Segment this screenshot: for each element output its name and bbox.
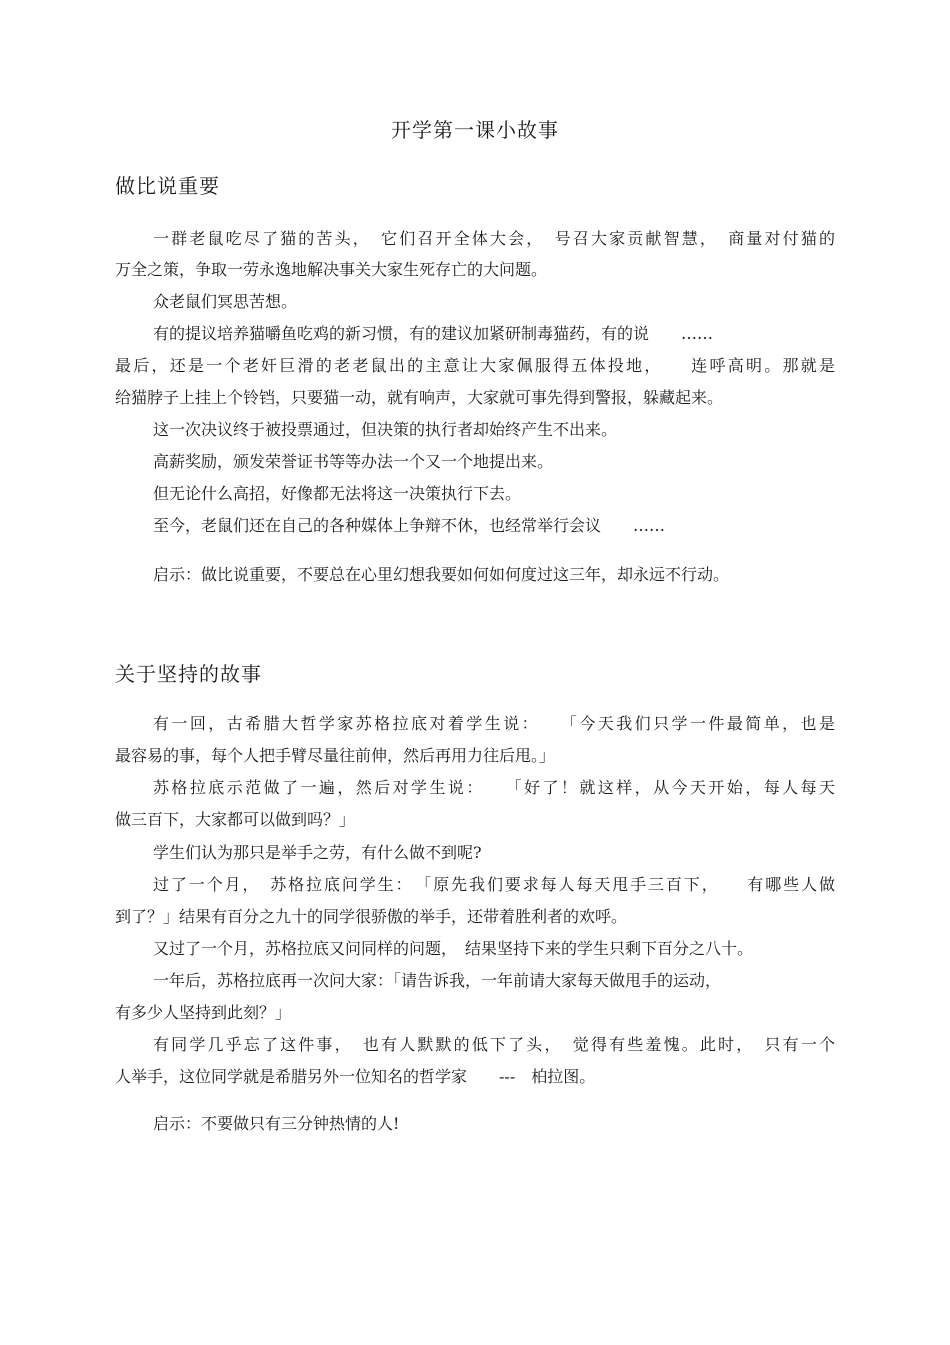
section-heading-persistence: 关于坚持的故事 xyxy=(115,662,262,686)
paragraph-line: 一群老鼠吃尽了猫的苦头， 它们召开全体大会， 号召大家贡献智慧， 商量对付猫的 xyxy=(153,229,835,248)
page-title: 开学第一课小故事 xyxy=(391,118,559,142)
paragraph-line: 这一次决议终于被投票通过，但决策的执行者却始终产生不出来。 xyxy=(153,420,618,439)
paragraph-line: 给猫脖子上挂上个铃铛，只要猫一动，就有响声，大家就可事先得到警报，躲藏起来。 xyxy=(115,388,724,407)
paragraph-line: 高薪奖励，颁发荣誉证书等等办法一个又一个地提出来。 xyxy=(153,452,554,471)
paragraph-line: 最容易的事，每个人把手臂尽量往前伸，然后再用力往后甩。」 xyxy=(115,746,556,765)
paragraph-line: 有的提议培养猫嚼鱼吃鸡的新习惯，有的建议加紧研制毒猫药，有的说 …… xyxy=(153,324,714,343)
paragraph-line: 有一回，古希腊大哲学家苏格拉底对着学生说： 「今天我们只学一件最简单，也是 xyxy=(153,714,835,733)
paragraph-line: 众老鼠们冥思苦想。 xyxy=(153,292,298,311)
paragraph-line: 人举手，这位同学就是希腊另外一位知名的哲学家 --- 柏拉图。 xyxy=(115,1067,596,1086)
paragraph-line: 至今，老鼠们还在自己的各种媒体上争辩不休，也经常举行会议 …… xyxy=(153,516,666,535)
paragraph-line: 有多少人坚持到此刻？」 xyxy=(115,1003,292,1022)
section-heading-doing: 做比说重要 xyxy=(115,174,220,198)
paragraph-line: 但无论什么高招，好像都无法将这一决策执行下去。 xyxy=(153,484,522,503)
paragraph-line: 有同学几乎忘了这件事， 也有人默默的低下了头， 觉得有些羞愧。此时， 只有一个 xyxy=(153,1035,835,1054)
paragraph-line: 苏格拉底示范做了一遍，然后对学生说： 「好了！就这样，从今天开始，每人每天 xyxy=(153,778,835,797)
paragraph-line: 最后，还是一个老奸巨滑的老老鼠出的主意让大家佩服得五体投地， 连呼高明。那就是 xyxy=(115,356,835,375)
insight-line: 启示：做比说重要，不要总在心里幻想我要如何如何度过这三年，却永远不行动。 xyxy=(153,565,730,584)
insight-line: 启示：不要做只有三分钟热情的人! xyxy=(153,1114,400,1133)
paragraph-line: 过了一个月， 苏格拉底问学生： 「原先我们要求每人每天甩手三百下， 有哪些人做 xyxy=(153,875,835,894)
paragraph-line: 学生们认为那只是举手之劳，有什么做不到呢? xyxy=(153,843,482,862)
paragraph-line: 做三百下，大家都可以做到吗？」 xyxy=(115,810,356,829)
paragraph-line: 万全之策，争取一劳永逸地解决事关大家生死存亡的大问题。 xyxy=(115,260,548,279)
paragraph-line: 一年后，苏格拉底再一次问大家：「请告诉我，一年前请大家每天做甩手的运动， xyxy=(153,971,722,990)
paragraph-line: 又过了一个月，苏格拉底又问同样的问题， 结果坚持下来的学生只剩下百分之八十。 xyxy=(153,939,754,958)
paragraph-line: 到了？」结果有百分之九十的同学很骄傲的举手，还带着胜利者的欢呼。 xyxy=(115,907,628,926)
